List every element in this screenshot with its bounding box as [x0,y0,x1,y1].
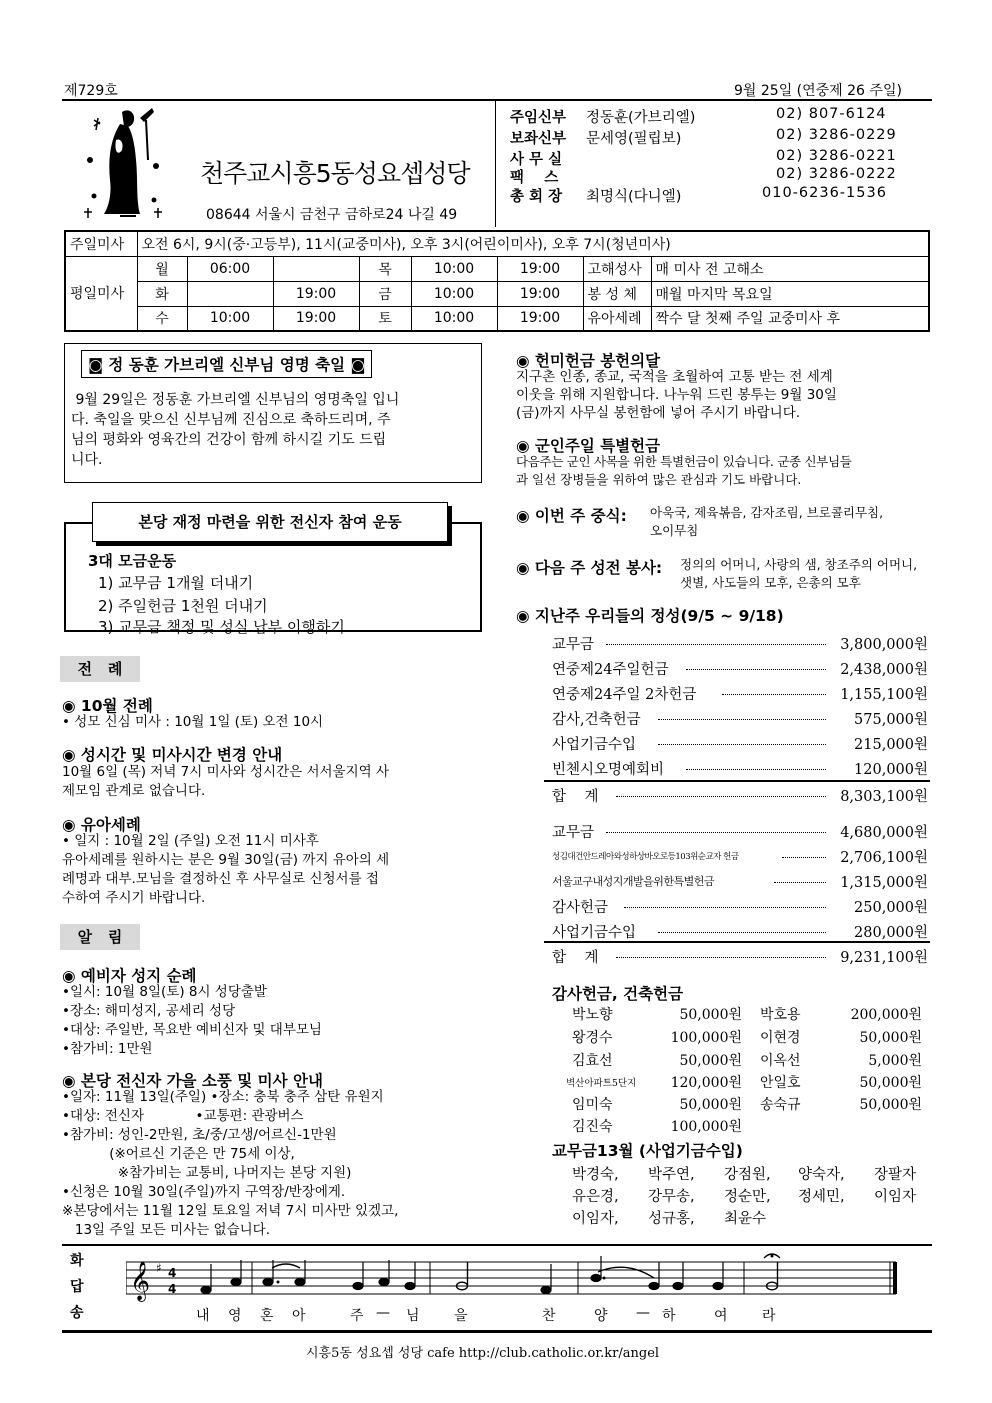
offering-amount: 575,000원 [854,712,928,728]
mass-schedule-table [64,230,930,332]
service-title: ◉ 다음 주 성전 봉사: [516,559,663,577]
liturgy-tag: 전 례 [60,656,140,682]
contact-phone: 02) 3286-0221 [776,148,897,164]
notice-line: 13일 주일 모든 미사는 없습니다. [62,1222,270,1238]
right-section-title: ◉ 군인주일 특별헌금 [516,437,661,455]
info-key: 봉 성 체 [583,281,651,306]
notice-line: •일시: 10월 8일(토) 8시 성당출발 [62,984,267,1000]
sunday-mass-times: 오전 6시, 9시(중·고등부), 11시(교중미사), 오후 3시(어린이미사), 오후 7시(청년미사) [137,231,929,256]
dot-leader [658,708,826,720]
time-cell [187,281,273,306]
svg-text:4: 4 [168,1282,177,1296]
lyric-syllable: 내 [196,1308,210,1324]
info-value: 매 미사 전 고해소 [651,256,929,281]
offering-total-row [552,943,930,968]
notice-line: •일자: 11월 13일(주일) •장소: 충북 충주 삼탄 유원지 [62,1089,384,1105]
contact-phone: 02) 807-6124 [776,106,887,122]
lyric-syllable: 을 [454,1308,468,1324]
member-name: 장팔자 [874,1167,917,1183]
donor-amount: 100,000원 [670,1030,742,1046]
notice-line: •대상: 전신자 •교통편: 관광버스 [62,1108,304,1124]
dot-leader [606,821,826,833]
notice-line: (※어르신 기준은 만 75세 이상, [62,1146,295,1162]
offering-amount: 120,000원 [854,762,928,778]
offering-row [552,843,930,868]
lyric-syllable: 하 [662,1308,676,1324]
church-address: 08644 서울시 금천구 금하로24 나길 49 [206,207,458,223]
member-name: 최윤수 [724,1211,767,1227]
contact-name: 최명식(다니엘) [586,189,682,205]
offering-amount: 1,155,100원 [840,687,928,703]
offering-amount: 2,438,000원 [840,662,928,678]
donor-amount: 50,000원 [859,1075,922,1091]
campaign-item: 1) 교무금 1개월 더내기 [98,574,254,592]
liturgy-section-title: ◉ 유아세례 [62,816,141,834]
offering-label: 교무금 [552,825,595,841]
lyric-syllable: 찬 [542,1308,556,1324]
notice-section-title: ◉ 본당 전신자 가을 소풍 및 미사 안내 [62,1072,323,1090]
offering-label: 서울교구내성지개발을위한특별헌금 [552,875,715,888]
member-name: 이임자 [874,1189,917,1205]
offering-amount: 2,706,100원 [840,850,928,866]
notice-line: •참가비: 1만원 [62,1041,153,1057]
member-name: 강무송, [648,1189,695,1205]
donor-name: 임미숙 [572,1097,613,1113]
liturgy-section-title: ◉ 성시간 및 미사시간 변경 안내 [62,746,283,764]
offering-label: 연중제24주일 2차헌금 [552,687,697,703]
dot-leader [686,758,826,770]
notice-line: •장소: 해미성지, 공세리 성당 [62,1003,236,1019]
offering-amount: 4,680,000원 [840,825,928,841]
donor-amount: 5,000원 [868,1053,922,1069]
time-cell: 10:00 [411,306,497,331]
info-value: 짝수 달 첫째 주일 교중미사 후 [651,306,929,331]
member-name: 정세민, [798,1189,845,1205]
donor-amount: 200,000원 [850,1007,922,1023]
weekday-mass-label: 평일미사 [65,256,137,331]
donor-name: 이옥선 [760,1053,801,1069]
member-name: 박경숙, [572,1167,619,1183]
donor-name: 송숙규 [760,1097,801,1113]
donor-name: 왕경수 [572,1030,613,1046]
time-cell: 10:00 [187,306,273,331]
feast-line: 님의 평화와 영육간의 건강이 함께 하시길 기도 드립 [71,432,387,448]
time-cell: 06:00 [187,256,273,281]
offering-label: 빈첸시오명예회비 [552,762,665,778]
contact-role: 보좌신부 [510,131,567,147]
time-cell: 19:00 [273,306,359,331]
donor-name: 안일호 [760,1075,801,1091]
lyric-syllable: 라 [762,1308,776,1324]
donor-name: 박호용 [760,1007,801,1023]
offering-row [552,893,930,918]
hymn-side-label: 송 [70,1305,84,1321]
issue-date: 9월 25일 (연중제 26 주일) [734,83,902,99]
right-line: 이웃을 위해 지원합니다. 나누워 드린 봉투는 9월 30일 [516,387,837,403]
liturgy-line: 10월 6일 (목) 저녁 7시 미사와 성시간은 서서울지역 사 [62,764,389,780]
lyric-syllable: — [636,1305,650,1321]
feast-line: 다. 축일을 맞으신 신부님께 진심으로 축하드리며, 주 [71,412,391,428]
member-name: 성규홍, [648,1211,695,1227]
sunday-mass-label: 주일미사 [65,231,137,256]
notice-line: •대상: 주일반, 목요반 예비신자 및 대부모님 [62,1022,322,1038]
lunch-menu: 오이무침 [650,523,699,538]
hymn-bottom-rule [62,1330,932,1333]
liturgy-line: 수하여 주시기 바랍니다. [62,890,206,906]
dot-leader [722,683,826,695]
liturgy-line: • 일지 : 10월 2일 (주일) 오전 11시 미사후 [62,833,319,849]
issue-number: 제729호 [64,83,118,99]
time-cell: 19:00 [497,256,583,281]
dot-leader [782,846,826,858]
notice-tag: 알 림 [60,924,140,950]
offering-amount: 1,315,000원 [840,875,928,891]
time-cell: 10:00 [411,281,497,306]
total-label: 합 계 [552,789,599,805]
lunch-title: ◉ 이번 주 중식: [516,507,627,525]
offering-label: 감사헌금 [552,900,609,916]
donor-amount: 50,000원 [859,1097,922,1113]
donor-amount: 120,000원 [670,1075,742,1091]
notice-section-title: ◉ 예비자 성지 순례 [62,967,197,985]
liturgy-line: 유아세례를 원하시는 분은 9월 30일(금) 까지 유아의 세 [62,852,390,868]
day-cell: 금 [359,281,411,306]
day-cell: 목 [359,256,411,281]
day-cell: 수 [137,306,187,331]
total-amount: 9,231,100원 [840,950,928,966]
total-amount: 8,303,100원 [840,789,928,805]
right-line: 지구촌 인종, 종교, 국적을 초월하여 고통 받는 전 세계 [516,369,833,385]
donor-amount: 50,000원 [679,1007,742,1023]
dot-leader [616,946,826,958]
dot-leader [658,921,826,933]
svg-text:4: 4 [168,1266,177,1280]
member-name: 강점원, [724,1167,771,1183]
church-name: 천주교시흥5동성요셉성당 [200,159,470,188]
offering-row [552,918,930,943]
donor-name: 김효선 [572,1053,613,1069]
notice-line: ※본당에서는 11월 12일 토요일 저녁 7시 미사만 있겠고, [62,1203,399,1219]
donor-name: 박노향 [572,1007,613,1023]
offering-label: 성김대건안드레아와성하상바오로등103위순교자 헌금 [552,852,739,862]
offering-amount: 3,800,000원 [840,637,928,653]
notice-line: •참가비: 성인-2만원, 초/중/고생/어르신-1만원 [62,1127,337,1143]
lyric-syllable: 영 [228,1308,242,1324]
offerings-title: ◉ 지난주 우리들의 정성(9/5 ~ 9/18) [516,607,784,625]
service-groups: 정의의 어머니, 사랑의 샘, 창조주의 어머니, [680,557,918,572]
right-line: (금)까지 사무실 봉헌함에 넣어 주시기 바랍니다. [516,405,801,421]
right-section-title: ◉ 헌미헌금 봉헌의달 [516,352,661,370]
member-name: 박주연, [648,1167,695,1183]
lyric-syllable: — [376,1305,390,1321]
time-cell: 10:00 [411,256,497,281]
dot-leader [606,633,826,645]
feast-line: 니다. [71,452,103,468]
offering-label: 사업기금수입 [552,925,637,941]
time-cell [273,256,359,281]
offering-row [552,655,930,680]
music-staff [126,1248,906,1308]
lyric-syllable: 님 [406,1308,420,1324]
offering-total-row [552,782,930,807]
offering-row [552,730,930,755]
donor-amount: 100,000원 [670,1119,742,1135]
total-label: 합 계 [552,950,599,966]
hymn-side-label: 답 [70,1279,84,1295]
campaign-subtitle: 3대 모금운동 [88,552,177,570]
month13-title: 교무금13월 (사업기금수입) [552,1142,743,1160]
lunch-menu: 아욱국, 제육볶음, 감자조림, 브로콜리무침, [650,505,884,520]
liturgy-line: 제모임 관계로 없습니다. [62,783,206,799]
lyric-syllable: 여 [714,1308,728,1324]
day-cell: 토 [359,306,411,331]
member-name: 양숙자, [798,1167,845,1183]
contact-role: 총 회 장 [510,189,563,205]
donor-amount: 50,000원 [679,1097,742,1113]
contact-name: 문세영(필립보) [586,131,682,147]
right-line: 과 일선 장병들을 위하여 많은 관심과 기도 바랍니다. [516,472,802,487]
feast-line: 9월 29일은 정동훈 가브리엘 신부님의 영명축일 입니 [71,392,400,408]
liturgy-section-title: ◉ 10월 전례 [62,697,153,715]
liturgy-line: 례명과 대부.모님을 결정하신 후 사무실로 신청서를 접 [62,871,379,887]
offering-label: 감사,건축헌금 [552,712,641,728]
contact-role: 주임신부 [510,110,567,126]
contact-phone: 02) 3286-0229 [776,127,897,143]
campaign-title: 본당 재정 마련을 위한 전신자 참여 운동 [92,502,448,542]
contact-role: 사 무 실 [510,152,563,168]
notice-line: ※참가비는 교통비, 나머지는 본당 지원) [62,1165,352,1181]
lyric-syllable: 아 [292,1308,306,1324]
time-cell: 19:00 [497,306,583,331]
donor-name: 이현경 [760,1030,801,1046]
right-line: 다음주는 군인 사목을 위한 특별헌금이 있습니다. 군종 신부님들 [516,454,852,469]
day-cell: 월 [137,256,187,281]
info-key: 고해성사 [583,256,651,281]
contact-phone: 02) 3286-0222 [776,166,897,182]
time-cell: 19:00 [497,281,583,306]
header-vdivider [495,101,496,227]
campaign-item: 3) 교무금 책정 및 성실 납부 이행하기 [98,618,345,636]
offering-row [552,868,930,893]
time-cell: 19:00 [273,281,359,306]
campaign-item: 2) 주일헌금 1천원 더내기 [98,597,268,615]
svg-text:♯: ♯ [156,1261,162,1275]
lyric-syllable: 혼 [260,1308,274,1324]
hymn-side-label: 화 [70,1253,84,1269]
day-cell: 화 [137,281,187,306]
footer-cafe: 시흥5동 성요셉 성당 cafe http://club.catholic.or.kr/angel [306,1346,660,1361]
offering-amount: 250,000원 [854,900,928,916]
member-name: 유은경, [572,1189,619,1205]
donor-amount: 50,000원 [859,1030,922,1046]
offering-row [552,755,930,780]
offering-amount: 215,000원 [854,737,928,753]
lyric-syllable: 양 [594,1308,608,1324]
offering-row [552,680,930,705]
dot-leader [624,896,826,908]
donor-amount: 50,000원 [679,1053,742,1069]
dot-leader [774,871,826,883]
member-name: 정순만, [724,1189,771,1205]
feast-box [64,343,482,483]
offering-row [552,818,930,843]
info-value: 매월 마지막 목요일 [651,281,929,306]
offering-label: 연중제24주일헌금 [552,662,669,678]
hymn-top-rule [62,1244,932,1246]
svg-text:𝄞: 𝄞 [130,1261,151,1301]
offering-row [552,705,930,730]
dot-leader [658,733,826,745]
church-logo [80,100,170,220]
dot-leader [686,658,826,670]
donor-name: 벽산아파트5단지 [566,1078,637,1089]
donor-name: 김진숙 [572,1119,613,1135]
contact-phone: 010-6236-1536 [762,185,887,201]
contact-name: 정동훈(가브리엘) [586,110,696,126]
contact-role: 팩 스 [510,170,559,186]
member-name: 이임자, [572,1211,619,1227]
offering-label: 교무금 [552,637,595,653]
offering-label: 사업기금수입 [552,737,637,753]
info-key: 유아세례 [583,306,651,331]
lyric-syllable: 주 [350,1308,364,1324]
dot-leader [616,785,826,797]
divider [62,99,932,101]
offering-amount: 280,000원 [854,925,928,941]
liturgy-line: • 성모 신심 미사 : 10월 1일 (토) 오전 10시 [62,714,324,730]
thanks-title: 감사헌금, 건축헌금 [552,985,684,1003]
service-groups: 샛별, 사도들의 모후, 은총의 모후 [680,575,861,590]
notice-line: •신청은 10월 30일(주일)까지 구역장/반장에게. [62,1184,346,1200]
offering-row [552,630,930,655]
feast-title: ◙ 정 동훈 가브리엘 신부님 영명 축일 ◙ [81,350,372,378]
